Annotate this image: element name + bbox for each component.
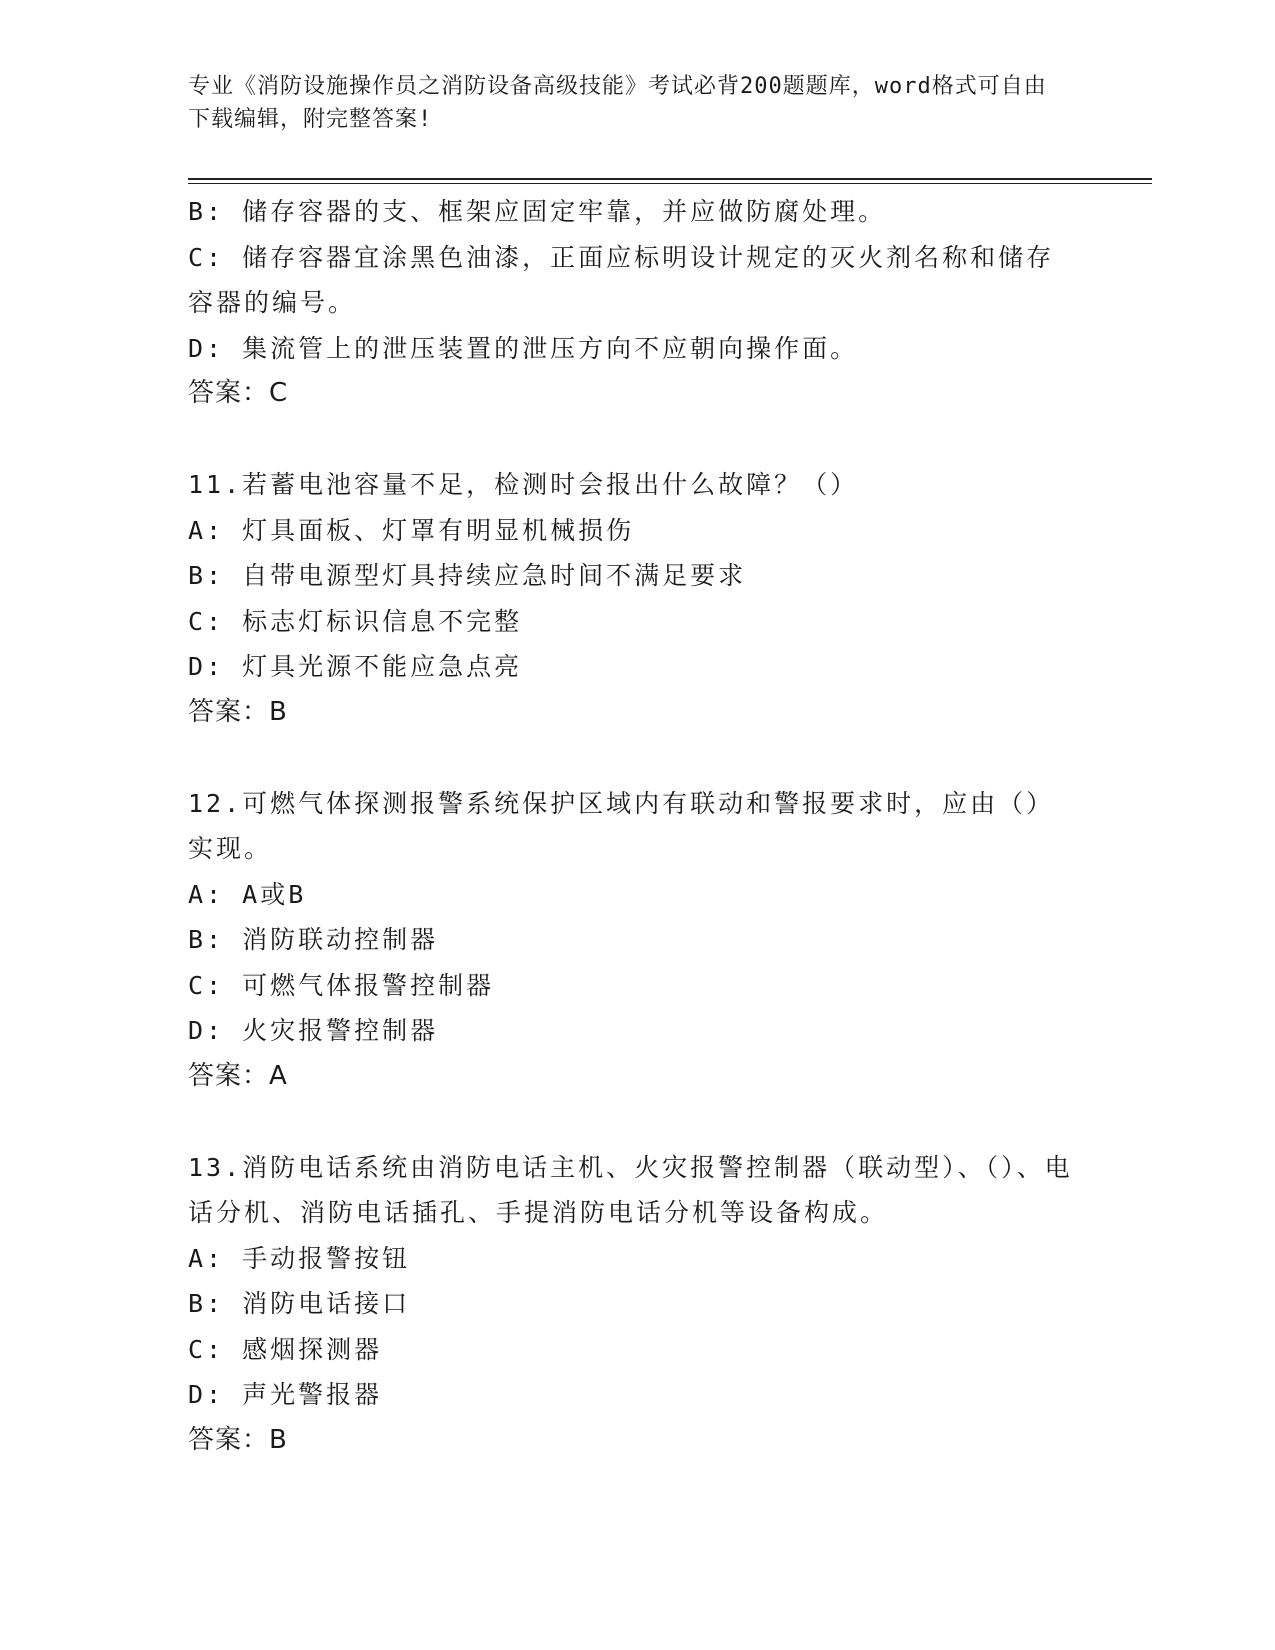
option-d: D: 灯具光源不能应急点亮 (188, 652, 523, 681)
option-c: C: 感烟探测器 (188, 1334, 383, 1364)
question-block-12 (188, 781, 1078, 1100)
question-stem: 12.可燃气体探测报警系统保护区域内有联动和警报要求时，应由（）实现。 (188, 788, 1055, 863)
answer-line: 答案：C (188, 378, 289, 408)
spacer (188, 417, 1078, 463)
option-b: B: 消防联动控制器 (188, 925, 439, 954)
option-a: A: 灯具面板、灯罩有明显机械损伤 (188, 515, 635, 545)
spacer (188, 1099, 1078, 1145)
question-stem: 13.消防电话系统由消防电话主机、火灾报警控制器（联动型）、（）、电话分机、消防电话插孔、手提消防电话分机等设备构成。 (188, 1152, 1073, 1227)
option-c: C: 储存容器宜涂黑色油漆，正面应标明设计规定的灭火剂名称和储存容器的编号。 (188, 242, 1055, 317)
option-b: B: 储存容器的支、框架应固定牢靠，并应做防腐处理。 (188, 197, 887, 226)
option-d: D: 声光警报器 (188, 1380, 383, 1409)
option-c: C: 可燃气体报警控制器 (188, 970, 495, 1000)
header-rule-thick (188, 178, 1152, 180)
option-d: D: 集流管上的泄压装置的泄压方向不应朝向操作面。 (188, 333, 859, 363)
option-b: B: 自带电源型灯具持续应急时间不满足要求 (188, 561, 747, 590)
question-block-13 (188, 1145, 1078, 1464)
header-title: 专业《消防设施操作员之消防设备高级技能》考试必背200题题库，word格式可自由下载编辑，附完整答案! (188, 74, 1047, 132)
question-stem: 11.若蓄电池容量不足，检测时会报出什么故障？（） (188, 470, 859, 499)
question-block-11 (188, 462, 1078, 735)
option-c: C: 标志灯标识信息不完整 (188, 606, 523, 636)
option-a: A: 手动报警按钮 (188, 1243, 411, 1273)
answer-line: 答案：B (188, 1424, 288, 1455)
option-a: A: A或B (188, 879, 307, 909)
answer-line: 答案：A (188, 1060, 288, 1091)
answer-line: 答案：B (188, 696, 288, 727)
spacer (188, 735, 1078, 781)
header-rule-thin (188, 183, 1152, 184)
option-d: D: 火灾报警控制器 (188, 1016, 439, 1045)
option-b: B: 消防电话接口 (188, 1289, 411, 1318)
document-header (188, 70, 1068, 136)
question-list (188, 189, 1078, 1463)
question-block-previous (188, 189, 1078, 417)
